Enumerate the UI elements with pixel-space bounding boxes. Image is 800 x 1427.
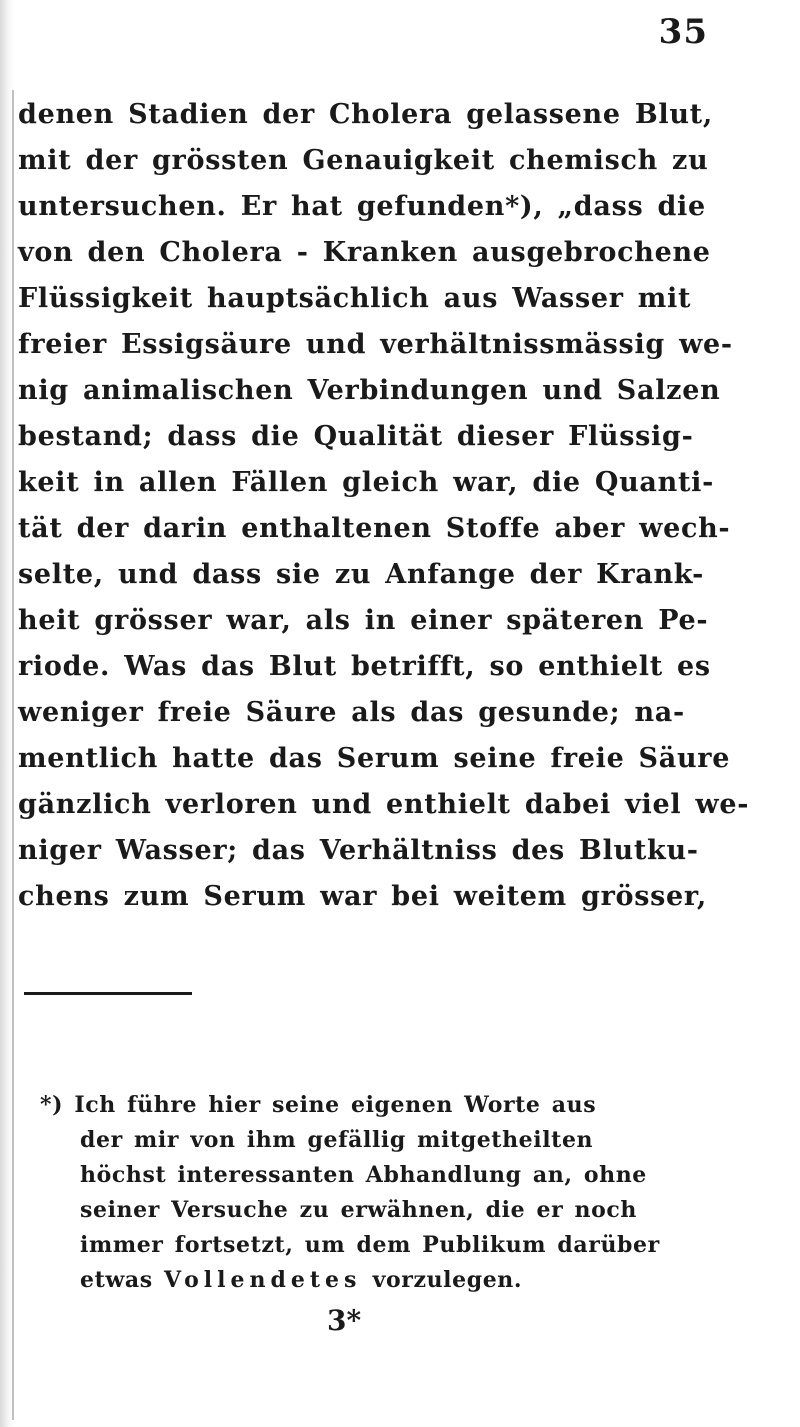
text-line: nig animalischen Verbindungen und Salzen [18,375,721,406]
text-line: freier Essigsäure und verhältnissmässig we- [18,329,733,360]
text-line: selte, und dass sie zu Anfange der Krank- [18,559,704,590]
footnote-line: *) Ich führe hier seine eigenen Worte aus [40,1092,597,1118]
text-line: mit der grössten Genauigkeit chemisch zu [18,145,709,176]
binding-shadow-line [12,90,14,1420]
footnote-last-suffix: vorzulegen. [372,1267,523,1293]
text-line: heit grösser war, als in einer späteren Pe- [18,605,709,636]
text-line: chens zum Serum war bei weitem grösser, [18,881,707,912]
text-line: keit in allen Fällen gleich war, die Quanti- [18,467,714,498]
footnote-last-prefix: etwas [80,1267,153,1293]
footnote-line: immer fortsetzt, um dem Publikum darüber [80,1232,660,1258]
text-line: niger Wasser; das Verhältniss des Blutku- [18,835,699,866]
footnote-line-last [40,1263,740,1298]
page-number: 35 [658,12,708,52]
text-line: untersuchen. Er hat gefunden*), „dass die [18,191,706,222]
text-line: riode. Was das Blut betrifft, so enthielt es [18,651,711,682]
footnote-block [40,1088,740,1298]
text-line: tät der darin enthaltenen Stoffe aber wech- [18,513,731,544]
text-line: gänzlich verloren und enthielt dabei viel we- [18,789,750,820]
signature-mark: 3* [327,1304,362,1337]
text-line: mentlich hatte das Serum seine freie Säure [18,743,731,774]
main-text-block [18,92,750,920]
text-line: weniger freie Säure als das gesunde; na- [18,697,685,728]
footnote-separator-rule [24,992,192,995]
text-line: Flüssigkeit hauptsächlich aus Wasser mit [18,283,692,314]
footnote-spaced-word: Vollendetes [164,1267,362,1293]
footnote-line: höchst interessanten Abhandlung an, ohne [80,1162,647,1188]
footnote-line: der mir von ihm gefällig mitgetheilten [80,1127,594,1153]
text-line: von den Cholera - Kranken ausgebrochene [18,237,711,268]
text-line: bestand; dass die Qualität dieser Flüssig- [18,421,694,452]
footnote-line: seiner Versuche zu erwähnen, die er noch [80,1197,637,1223]
text-line: denen Stadien der Cholera gelassene Blut, [18,99,713,130]
